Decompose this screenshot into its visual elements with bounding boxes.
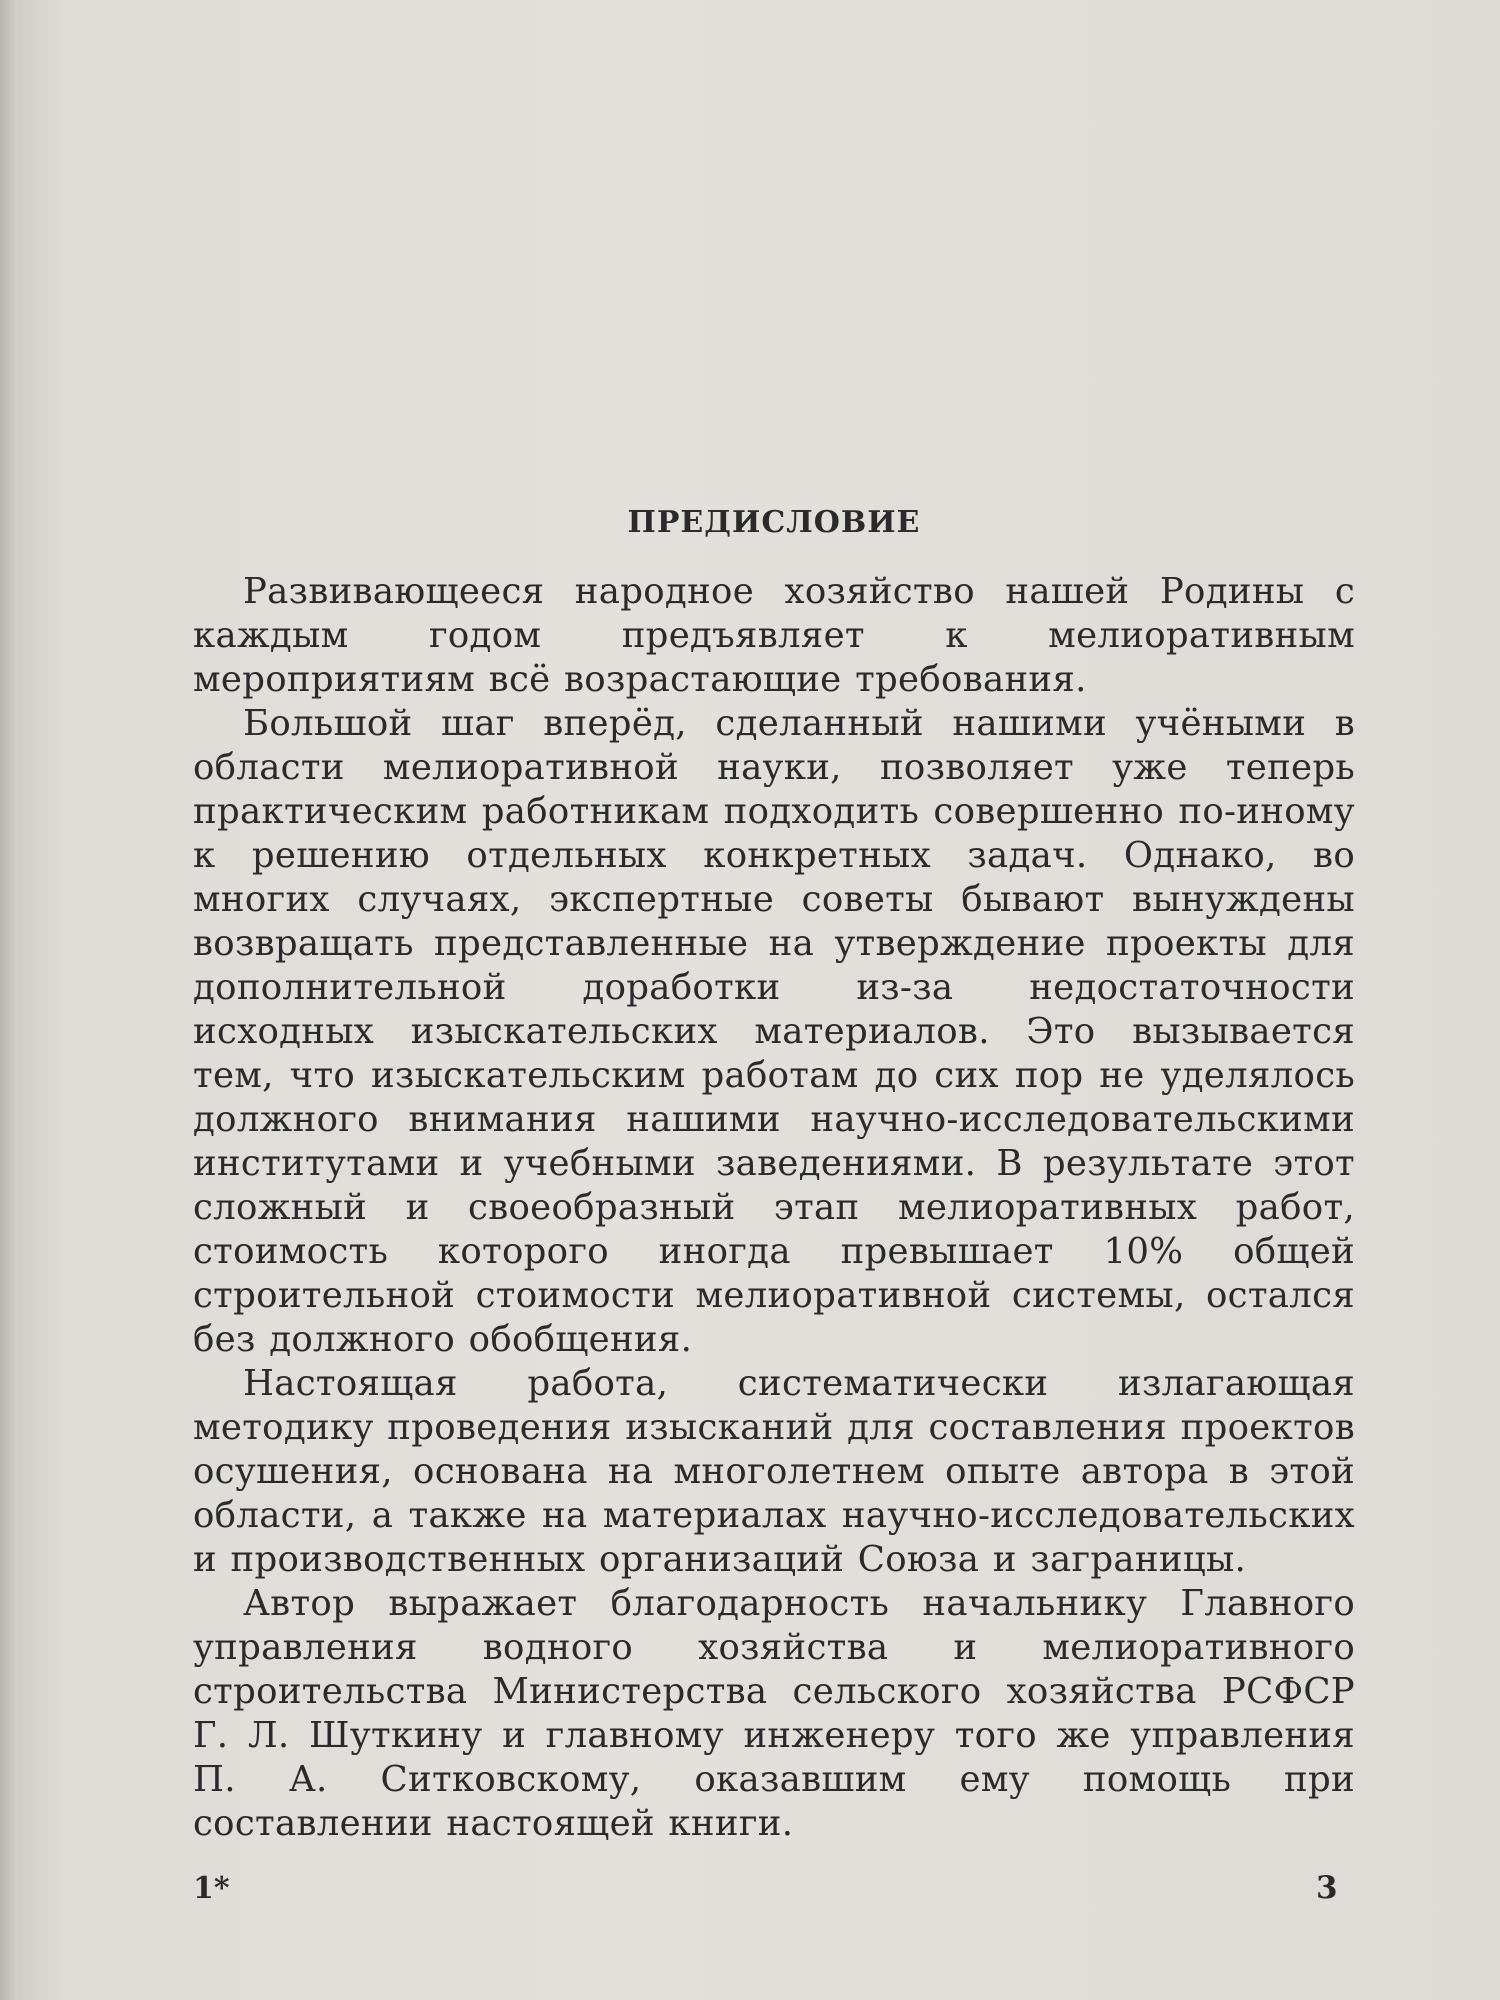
page-title: ПРЕДИСЛОВИЕ — [627, 505, 921, 540]
paragraph-4: Автор выражает благодарность начальнику Главного управления водного хозяйства и мелиоративного строительства Министерства сельского хозяйства РСФСР Г. Л. Шуткину и главному инженеру того же управления П. А. Ситковскому, оказавшим ему помощь при составлении настоящей книги. — [193, 1583, 1355, 1844]
page-number: 3 — [1316, 1870, 1338, 1906]
preface-text — [193, 505, 1355, 1846]
paragraph-1: Развивающееся народное хозяйство нашей Родины с каждым годом предъявляет к мелиоративным мероприятиям всё возрастающие требования. — [193, 571, 1355, 700]
page-edge — [0, 0, 18, 2000]
paragraph-2: Большой шаг вперёд, сделанный нашими учёными в области мелиоративной науки, позволяет уже теперь практическим работникам подходить совершенно по-иному к решению отдельных конкретных задач. Однако, во многих случаях, экспертные советы бывают вынуждены возвращать представленные на утверждение проекты для дополнительной доработки из-за недостаточности исходных изыскательских материалов. Это вызывается тем, что изыскательским работам до сих пор не уделялось должного внимания нашими научно-исследовательскими институтами и учебными заведениями. В результате этот сложный и своеобразный этап мелиоративных работ, стоимость которого иногда превышает 10% общей строительной стоимости мелиоративной системы, остался без должного обобщения. — [193, 703, 1355, 1360]
paragraph-3: Настоящая работа, систематически излагающая методику проведения изысканий для составления проектов осушения, основана на многолетнем опыте автора в этой области, а также на материалах научно-исследовательских и производственных организаций Союза и заграницы. — [193, 1363, 1355, 1580]
signature-mark: 1* — [193, 1871, 230, 1906]
